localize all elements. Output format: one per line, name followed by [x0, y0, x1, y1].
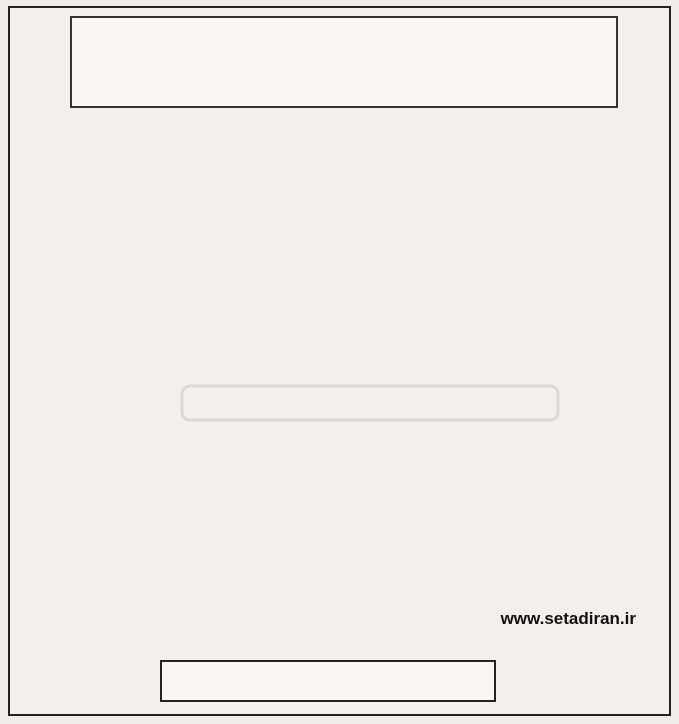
setadiran-link[interactable]: www.setadiran.ir — [500, 609, 636, 628]
site-row — [18, 606, 644, 632]
notice-body — [18, 118, 644, 648]
village-signature — [160, 660, 496, 702]
notice-header — [70, 16, 618, 108]
